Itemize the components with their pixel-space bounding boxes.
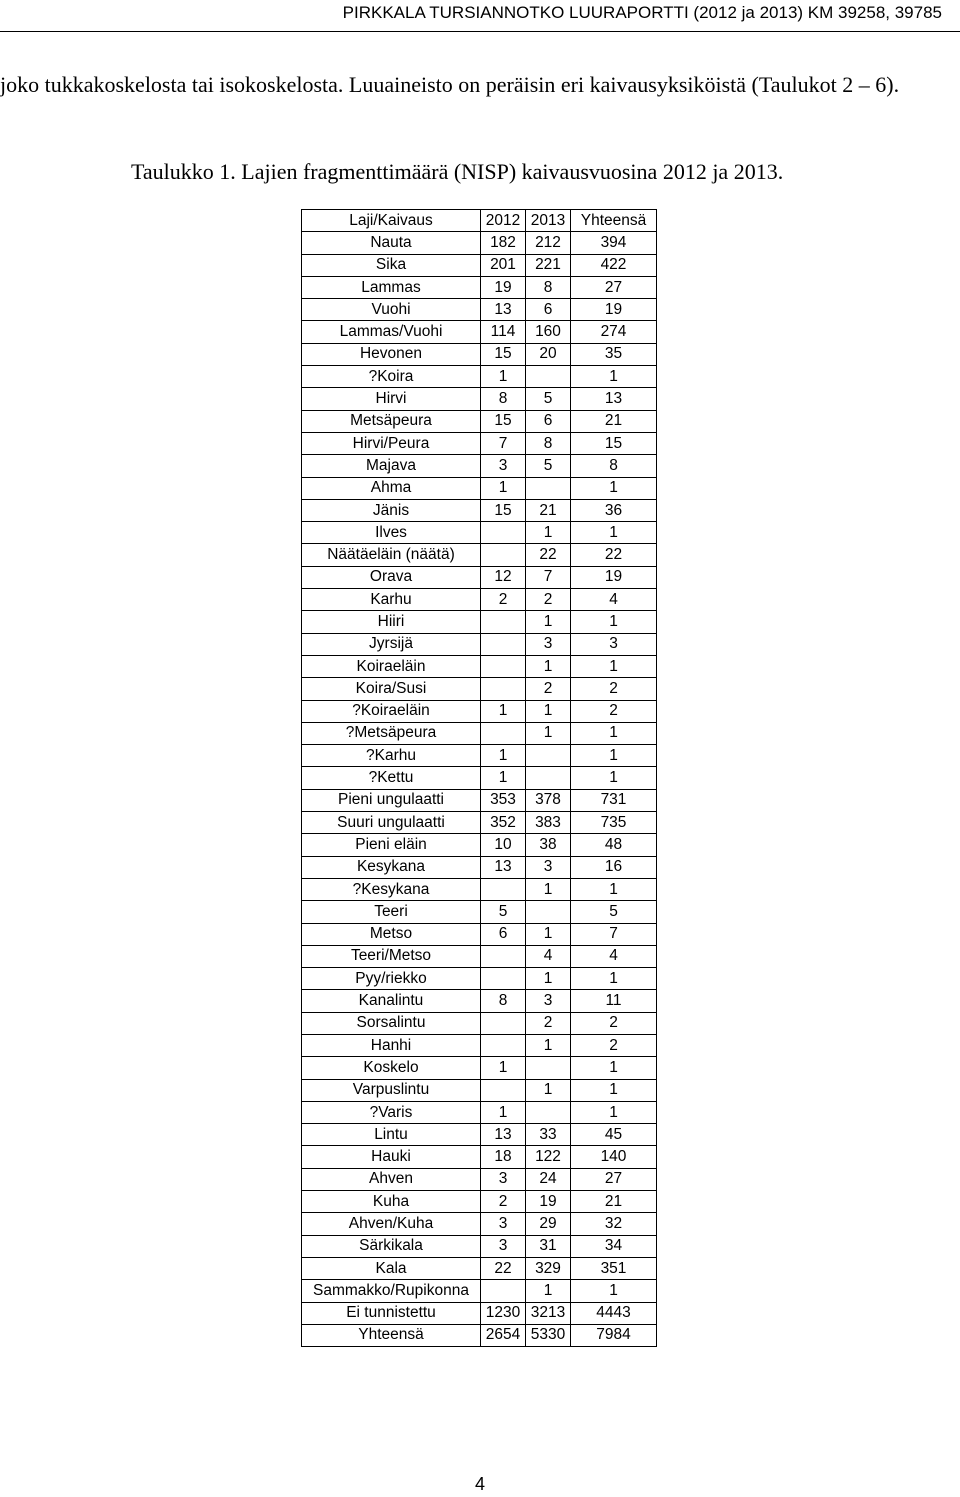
- table-row: [302, 1012, 657, 1034]
- body-paragraph: joko tukkakoskelosta tai isokoskelosta. Luuaineisto on peräisin eri kaivausyksiköistä (Taulukot 2 – 6).: [0, 72, 900, 97]
- species-cell: Yhteensä: [302, 1324, 481, 1346]
- count-2013-cell: 1: [526, 722, 571, 744]
- total-cell: 2: [571, 1034, 657, 1056]
- count-2013-cell: 1: [526, 878, 571, 900]
- table-row: [302, 477, 657, 499]
- count-2012-cell: [481, 945, 526, 967]
- table-row: [302, 566, 657, 588]
- table-row: [302, 432, 657, 454]
- count-2012-cell: 201: [481, 254, 526, 276]
- count-2012-cell: 13: [481, 856, 526, 878]
- total-cell: 140: [571, 1146, 657, 1168]
- total-cell: 1: [571, 1079, 657, 1101]
- table-row: [302, 633, 657, 655]
- table-row: [302, 923, 657, 945]
- species-cell: Koskelo: [302, 1057, 481, 1079]
- total-cell: 1: [571, 1280, 657, 1302]
- table-row: [302, 276, 657, 298]
- count-2012-cell: 15: [481, 410, 526, 432]
- count-2013-cell: 38: [526, 834, 571, 856]
- total-cell: 11: [571, 990, 657, 1012]
- header-cell-2012: 2012: [481, 210, 526, 232]
- table-row: [302, 1257, 657, 1279]
- header-cell-species: Laji/Kaivaus: [302, 210, 481, 232]
- count-2013-cell: 8: [526, 276, 571, 298]
- total-cell: 5: [571, 901, 657, 923]
- species-cell: Kala: [302, 1257, 481, 1279]
- header-cell-total: Yhteensä: [571, 210, 657, 232]
- count-2012-cell: 1: [481, 745, 526, 767]
- count-2013-cell: 1: [526, 655, 571, 677]
- species-cell: Ahma: [302, 477, 481, 499]
- species-cell: ?Kettu: [302, 767, 481, 789]
- count-2012-cell: 8: [481, 990, 526, 1012]
- species-cell: ?Metsäpeura: [302, 722, 481, 744]
- count-2013-cell: [526, 366, 571, 388]
- species-cell: Hiiri: [302, 611, 481, 633]
- species-cell: Jyrsijä: [302, 633, 481, 655]
- count-2013-cell: 221: [526, 254, 571, 276]
- total-cell: 2: [571, 1012, 657, 1034]
- total-cell: 27: [571, 276, 657, 298]
- species-cell: Teeri: [302, 901, 481, 923]
- species-cell: Hevonen: [302, 343, 481, 365]
- species-cell: Pieni ungulaatti: [302, 789, 481, 811]
- count-2012-cell: 182: [481, 232, 526, 254]
- table-row: [302, 901, 657, 923]
- table-row: [302, 789, 657, 811]
- count-2012-cell: 1: [481, 366, 526, 388]
- header-divider: [0, 31, 960, 32]
- count-2012-cell: 15: [481, 343, 526, 365]
- table-row: [302, 455, 657, 477]
- count-2013-cell: 6: [526, 410, 571, 432]
- table-row: [302, 410, 657, 432]
- total-cell: 27: [571, 1168, 657, 1190]
- species-cell: Varpuslintu: [302, 1079, 481, 1101]
- total-cell: 1: [571, 522, 657, 544]
- count-2013-cell: 212: [526, 232, 571, 254]
- count-2012-cell: 6: [481, 923, 526, 945]
- total-cell: 32: [571, 1213, 657, 1235]
- species-cell: Lammas: [302, 276, 481, 298]
- table-row: [302, 1235, 657, 1257]
- count-2013-cell: [526, 1101, 571, 1123]
- count-2012-cell: 1: [481, 700, 526, 722]
- count-2012-cell: 12: [481, 566, 526, 588]
- species-cell: Sika: [302, 254, 481, 276]
- species-cell: Koira/Susi: [302, 678, 481, 700]
- count-2012-cell: 22: [481, 1257, 526, 1279]
- table-row: [302, 1280, 657, 1302]
- count-2012-cell: [481, 522, 526, 544]
- count-2012-cell: 15: [481, 499, 526, 521]
- table-row: [302, 1146, 657, 1168]
- species-cell: ?Karhu: [302, 745, 481, 767]
- total-cell: 45: [571, 1124, 657, 1146]
- table-row: [302, 1168, 657, 1190]
- count-2012-cell: 1230: [481, 1302, 526, 1324]
- table-row: [302, 1057, 657, 1079]
- total-cell: 7984: [571, 1324, 657, 1346]
- total-cell: 1: [571, 655, 657, 677]
- count-2013-cell: [526, 745, 571, 767]
- total-cell: 1: [571, 968, 657, 990]
- total-cell: 1: [571, 878, 657, 900]
- count-2012-cell: [481, 633, 526, 655]
- count-2012-cell: 1: [481, 1057, 526, 1079]
- count-2013-cell: 1: [526, 1034, 571, 1056]
- table-row: [302, 834, 657, 856]
- species-cell: Metso: [302, 923, 481, 945]
- count-2012-cell: 13: [481, 1124, 526, 1146]
- count-2012-cell: [481, 1012, 526, 1034]
- table-row: [302, 767, 657, 789]
- count-2012-cell: 3: [481, 1235, 526, 1257]
- species-cell: Särkikala: [302, 1235, 481, 1257]
- count-2012-cell: 7: [481, 432, 526, 454]
- species-cell: Koiraeläin: [302, 655, 481, 677]
- table-row: [302, 522, 657, 544]
- table-row: [302, 856, 657, 878]
- count-2012-cell: 352: [481, 812, 526, 834]
- species-cell: Lammas/Vuohi: [302, 321, 481, 343]
- count-2012-cell: 2: [481, 589, 526, 611]
- count-2012-cell: 3: [481, 1168, 526, 1190]
- total-cell: 36: [571, 499, 657, 521]
- total-cell: 422: [571, 254, 657, 276]
- table-row: [302, 745, 657, 767]
- table-row: [302, 343, 657, 365]
- table-row: [302, 945, 657, 967]
- table-caption: Taulukko 1. Lajien fragmenttimäärä (NISP) kaivausvuosina 2012 ja 2013.: [131, 159, 784, 184]
- total-cell: 22: [571, 544, 657, 566]
- count-2012-cell: [481, 722, 526, 744]
- table-row: [302, 968, 657, 990]
- table-row: [302, 1101, 657, 1123]
- species-cell: Pyy/riekko: [302, 968, 481, 990]
- species-cell: Pieni eläin: [302, 834, 481, 856]
- count-2013-cell: 22: [526, 544, 571, 566]
- count-2013-cell: 3: [526, 856, 571, 878]
- table-row: [302, 1191, 657, 1213]
- species-cell: Ahven: [302, 1168, 481, 1190]
- total-cell: 394: [571, 232, 657, 254]
- total-cell: 1: [571, 366, 657, 388]
- count-2013-cell: 3: [526, 633, 571, 655]
- total-cell: 4: [571, 589, 657, 611]
- species-nisp-table: [301, 209, 657, 1347]
- count-2012-cell: 10: [481, 834, 526, 856]
- count-2013-cell: [526, 477, 571, 499]
- table-header-row: [302, 210, 657, 232]
- count-2013-cell: 5: [526, 455, 571, 477]
- count-2013-cell: 1: [526, 923, 571, 945]
- header-cell-2013: 2013: [526, 210, 571, 232]
- count-2013-cell: 19: [526, 1191, 571, 1213]
- table-body: [302, 232, 657, 1347]
- table-row: [302, 1302, 657, 1324]
- species-cell: Hirvi: [302, 388, 481, 410]
- species-cell: Teeri/Metso: [302, 945, 481, 967]
- total-cell: 4: [571, 945, 657, 967]
- table-row: [302, 589, 657, 611]
- count-2013-cell: [526, 1057, 571, 1079]
- count-2013-cell: 122: [526, 1146, 571, 1168]
- table-row: [302, 1213, 657, 1235]
- table-row: [302, 878, 657, 900]
- count-2013-cell: 1: [526, 1079, 571, 1101]
- species-cell: ?Koiraeläin: [302, 700, 481, 722]
- table-row: [302, 655, 657, 677]
- total-cell: 1: [571, 1057, 657, 1079]
- count-2013-cell: 5: [526, 388, 571, 410]
- count-2012-cell: [481, 968, 526, 990]
- count-2012-cell: 19: [481, 276, 526, 298]
- table-row: [302, 722, 657, 744]
- total-cell: 19: [571, 566, 657, 588]
- count-2012-cell: 13: [481, 299, 526, 321]
- species-cell: Kuha: [302, 1191, 481, 1213]
- total-cell: 21: [571, 1191, 657, 1213]
- count-2013-cell: 20: [526, 343, 571, 365]
- species-cell: Karhu: [302, 589, 481, 611]
- total-cell: 1: [571, 745, 657, 767]
- count-2013-cell: 3213: [526, 1302, 571, 1324]
- count-2013-cell: 24: [526, 1168, 571, 1190]
- count-2013-cell: 29: [526, 1213, 571, 1235]
- total-cell: 1: [571, 767, 657, 789]
- count-2012-cell: [481, 1034, 526, 1056]
- count-2013-cell: 6: [526, 299, 571, 321]
- count-2012-cell: [481, 678, 526, 700]
- species-cell: Ei tunnistettu: [302, 1302, 481, 1324]
- species-cell: Hauki: [302, 1146, 481, 1168]
- table-row: [302, 812, 657, 834]
- count-2012-cell: 353: [481, 789, 526, 811]
- count-2013-cell: 33: [526, 1124, 571, 1146]
- table-row: [302, 366, 657, 388]
- total-cell: 1: [571, 722, 657, 744]
- total-cell: 34: [571, 1235, 657, 1257]
- total-cell: 35: [571, 343, 657, 365]
- species-cell: ?Kesykana: [302, 878, 481, 900]
- table-row: [302, 700, 657, 722]
- count-2013-cell: 7: [526, 566, 571, 588]
- table-row: [302, 254, 657, 276]
- count-2013-cell: 1: [526, 611, 571, 633]
- count-2013-cell: 1: [526, 968, 571, 990]
- total-cell: 1: [571, 477, 657, 499]
- count-2013-cell: 3: [526, 990, 571, 1012]
- table-row: [302, 232, 657, 254]
- count-2012-cell: 2: [481, 1191, 526, 1213]
- table-row: [302, 499, 657, 521]
- total-cell: 351: [571, 1257, 657, 1279]
- count-2012-cell: [481, 1280, 526, 1302]
- count-2013-cell: 1: [526, 522, 571, 544]
- count-2012-cell: 3: [481, 1213, 526, 1235]
- table-row: [302, 321, 657, 343]
- total-cell: 16: [571, 856, 657, 878]
- species-cell: Lintu: [302, 1124, 481, 1146]
- table-row: [302, 388, 657, 410]
- species-cell: Orava: [302, 566, 481, 588]
- total-cell: 21: [571, 410, 657, 432]
- total-cell: 3: [571, 633, 657, 655]
- total-cell: 2: [571, 700, 657, 722]
- total-cell: 48: [571, 834, 657, 856]
- species-cell: Majava: [302, 455, 481, 477]
- total-cell: 15: [571, 432, 657, 454]
- count-2012-cell: 114: [481, 321, 526, 343]
- table-row: [302, 1079, 657, 1101]
- table-row: [302, 1124, 657, 1146]
- species-cell: Hanhi: [302, 1034, 481, 1056]
- total-cell: 19: [571, 299, 657, 321]
- count-2013-cell: 2: [526, 589, 571, 611]
- count-2012-cell: [481, 878, 526, 900]
- page-number: 4: [474, 1474, 485, 1494]
- total-cell: 735: [571, 812, 657, 834]
- total-cell: 2: [571, 678, 657, 700]
- species-cell: Nauta: [302, 232, 481, 254]
- count-2012-cell: [481, 655, 526, 677]
- count-2013-cell: 4: [526, 945, 571, 967]
- total-cell: 274: [571, 321, 657, 343]
- table-row: [302, 1034, 657, 1056]
- species-cell: Ilves: [302, 522, 481, 544]
- count-2013-cell: 383: [526, 812, 571, 834]
- species-cell: Näätäeläin (näätä): [302, 544, 481, 566]
- total-cell: 4443: [571, 1302, 657, 1324]
- species-cell: Kanalintu: [302, 990, 481, 1012]
- table-row: [302, 1324, 657, 1346]
- count-2012-cell: 1: [481, 767, 526, 789]
- table-row: [302, 544, 657, 566]
- count-2012-cell: [481, 1079, 526, 1101]
- count-2013-cell: [526, 901, 571, 923]
- count-2012-cell: 8: [481, 388, 526, 410]
- count-2013-cell: 2: [526, 1012, 571, 1034]
- count-2012-cell: 2654: [481, 1324, 526, 1346]
- count-2012-cell: [481, 544, 526, 566]
- count-2012-cell: 5: [481, 901, 526, 923]
- count-2012-cell: 1: [481, 1101, 526, 1123]
- species-cell: Vuohi: [302, 299, 481, 321]
- species-cell: Metsäpeura: [302, 410, 481, 432]
- total-cell: 13: [571, 388, 657, 410]
- total-cell: 1: [571, 611, 657, 633]
- count-2013-cell: 2: [526, 678, 571, 700]
- species-cell: Ahven/Kuha: [302, 1213, 481, 1235]
- species-cell: Kesykana: [302, 856, 481, 878]
- count-2013-cell: 8: [526, 432, 571, 454]
- species-cell: Hirvi/Peura: [302, 432, 481, 454]
- table-row: [302, 678, 657, 700]
- species-cell: Sammakko/Rupikonna: [302, 1280, 481, 1302]
- count-2013-cell: 5330: [526, 1324, 571, 1346]
- species-cell: Jänis: [302, 499, 481, 521]
- count-2012-cell: [481, 611, 526, 633]
- table-row: [302, 611, 657, 633]
- species-cell: ?Koira: [302, 366, 481, 388]
- count-2012-cell: 18: [481, 1146, 526, 1168]
- count-2013-cell: 378: [526, 789, 571, 811]
- count-2013-cell: 160: [526, 321, 571, 343]
- total-cell: 1: [571, 1101, 657, 1123]
- count-2013-cell: 1: [526, 700, 571, 722]
- table-row: [302, 299, 657, 321]
- count-2013-cell: 31: [526, 1235, 571, 1257]
- species-cell: ?Varis: [302, 1101, 481, 1123]
- species-cell: Suuri ungulaatti: [302, 812, 481, 834]
- total-cell: 731: [571, 789, 657, 811]
- count-2013-cell: 21: [526, 499, 571, 521]
- count-2012-cell: 1: [481, 477, 526, 499]
- total-cell: 8: [571, 455, 657, 477]
- count-2013-cell: 329: [526, 1257, 571, 1279]
- total-cell: 7: [571, 923, 657, 945]
- count-2012-cell: 3: [481, 455, 526, 477]
- running-header: PIRKKALA TURSIANNOTKO LUURAPORTTI (2012 ja 2013) KM 39258, 39785: [342, 3, 942, 22]
- table-row: [302, 990, 657, 1012]
- count-2013-cell: [526, 767, 571, 789]
- species-cell: Sorsalintu: [302, 1012, 481, 1034]
- count-2013-cell: 1: [526, 1280, 571, 1302]
